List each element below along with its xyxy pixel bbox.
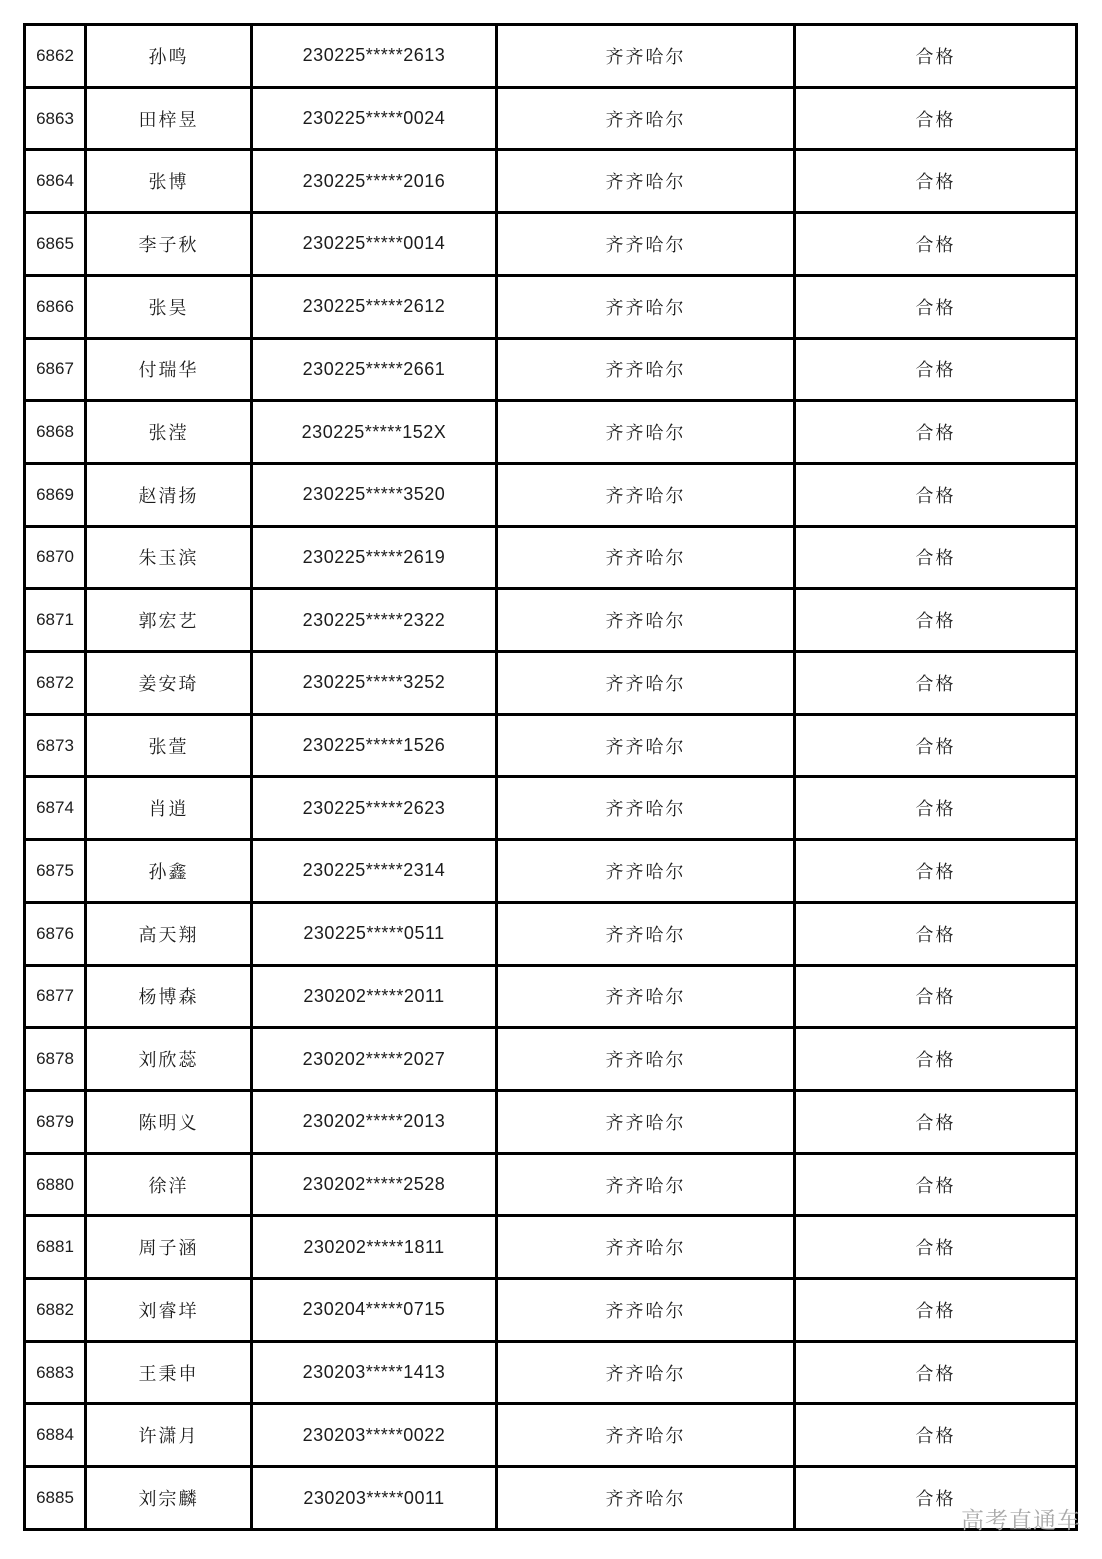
city-cell: 齐齐哈尔 [497,275,795,338]
serial-cell: 6881 [25,1216,86,1279]
city-cell: 齐齐哈尔 [497,1216,795,1279]
serial-cell: 6869 [25,463,86,526]
name-cell: 周子涵 [86,1216,252,1279]
table-row [25,526,1077,589]
table-row [25,777,1077,840]
status-cell: 合格 [795,463,1077,526]
city-cell: 齐齐哈尔 [497,652,795,715]
id-cell: 230203*****0022 [252,1404,497,1467]
city-cell: 齐齐哈尔 [497,1279,795,1342]
name-cell: 刘欣蕊 [86,1028,252,1091]
id-cell: 230225*****2016 [252,150,497,213]
table-row [25,589,1077,652]
id-cell: 230202*****1811 [252,1216,497,1279]
id-cell: 230225*****2322 [252,589,497,652]
name-cell: 姜安琦 [86,652,252,715]
table-row [25,87,1077,150]
table-row [25,714,1077,777]
status-cell: 合格 [795,840,1077,903]
name-cell: 王秉申 [86,1341,252,1404]
serial-cell: 6862 [25,25,86,88]
city-cell: 齐齐哈尔 [497,589,795,652]
serial-cell: 6871 [25,589,86,652]
serial-cell: 6872 [25,652,86,715]
name-cell: 高天翔 [86,902,252,965]
name-cell: 郭宏艺 [86,589,252,652]
name-cell: 朱玉滨 [86,526,252,589]
serial-cell: 6882 [25,1279,86,1342]
id-cell: 230202*****2027 [252,1028,497,1091]
name-cell: 徐洋 [86,1153,252,1216]
table-row [25,25,1077,88]
id-cell: 230225*****152X [252,401,497,464]
city-cell: 齐齐哈尔 [497,463,795,526]
id-cell: 230203*****0011 [252,1467,497,1530]
city-cell: 齐齐哈尔 [497,902,795,965]
serial-cell: 6866 [25,275,86,338]
table-row [25,463,1077,526]
status-cell: 合格 [795,338,1077,401]
status-cell: 合格 [795,526,1077,589]
name-cell: 张昊 [86,275,252,338]
id-cell: 230225*****2619 [252,526,497,589]
id-cell: 230203*****1413 [252,1341,497,1404]
status-cell: 合格 [795,777,1077,840]
city-cell: 齐齐哈尔 [497,1090,795,1153]
name-cell: 张萱 [86,714,252,777]
id-cell: 230202*****2011 [252,965,497,1028]
name-cell: 刘睿垟 [86,1279,252,1342]
table-row [25,1090,1077,1153]
name-cell: 张博 [86,150,252,213]
table-row [25,652,1077,715]
table-row [25,275,1077,338]
city-cell: 齐齐哈尔 [497,714,795,777]
name-cell: 田梓昱 [86,87,252,150]
city-cell: 齐齐哈尔 [497,1404,795,1467]
city-cell: 齐齐哈尔 [497,965,795,1028]
status-cell: 合格 [795,401,1077,464]
serial-cell: 6875 [25,840,86,903]
serial-cell: 6873 [25,714,86,777]
status-cell: 合格 [795,1153,1077,1216]
name-cell: 杨博森 [86,965,252,1028]
status-cell: 合格 [795,150,1077,213]
watermark-gaokao-zhitongche: 高考直通车 [961,1508,1081,1533]
serial-cell: 6864 [25,150,86,213]
table-row [25,338,1077,401]
status-cell: 合格 [795,87,1077,150]
qualification-table-body [25,25,1077,1530]
table-row [25,1153,1077,1216]
qualification-table [23,23,1078,1531]
status-cell: 合格 [795,25,1077,88]
name-cell: 赵清扬 [86,463,252,526]
id-cell: 230225*****0511 [252,902,497,965]
status-cell: 合格 [795,1341,1077,1404]
city-cell: 齐齐哈尔 [497,526,795,589]
id-cell: 230225*****1526 [252,714,497,777]
serial-cell: 6880 [25,1153,86,1216]
id-cell: 230225*****3520 [252,463,497,526]
table-row [25,902,1077,965]
status-cell: 合格 [795,1467,1077,1530]
city-cell: 齐齐哈尔 [497,338,795,401]
id-cell: 230225*****0014 [252,213,497,276]
name-cell: 刘宗麟 [86,1467,252,1530]
status-cell: 合格 [795,965,1077,1028]
city-cell: 齐齐哈尔 [497,401,795,464]
name-cell: 肖逍 [86,777,252,840]
serial-cell: 6865 [25,213,86,276]
serial-cell: 6885 [25,1467,86,1530]
status-cell: 合格 [795,275,1077,338]
name-cell: 陈明义 [86,1090,252,1153]
status-cell: 合格 [795,714,1077,777]
serial-cell: 6874 [25,777,86,840]
status-cell: 合格 [795,1090,1077,1153]
id-cell: 230225*****0024 [252,87,497,150]
id-cell: 230225*****2613 [252,25,497,88]
city-cell: 齐齐哈尔 [497,1341,795,1404]
id-cell: 230225*****2623 [252,777,497,840]
city-cell: 齐齐哈尔 [497,840,795,903]
serial-cell: 6877 [25,965,86,1028]
name-cell: 许潇月 [86,1404,252,1467]
table-row [25,1279,1077,1342]
id-cell: 230225*****2314 [252,840,497,903]
serial-cell: 6879 [25,1090,86,1153]
serial-cell: 6870 [25,526,86,589]
table-row [25,1404,1077,1467]
name-cell: 李子秋 [86,213,252,276]
city-cell: 齐齐哈尔 [497,25,795,88]
status-cell: 合格 [795,1404,1077,1467]
serial-cell: 6868 [25,401,86,464]
name-cell: 孙鑫 [86,840,252,903]
city-cell: 齐齐哈尔 [497,1153,795,1216]
serial-cell: 6876 [25,902,86,965]
id-cell: 230225*****2612 [252,275,497,338]
table-row [25,1216,1077,1279]
city-cell: 齐齐哈尔 [497,777,795,840]
status-cell: 合格 [795,589,1077,652]
id-cell: 230202*****2528 [252,1153,497,1216]
status-cell: 合格 [795,1216,1077,1279]
name-cell: 张滢 [86,401,252,464]
serial-cell: 6884 [25,1404,86,1467]
serial-cell: 6878 [25,1028,86,1091]
id-cell: 230202*****2013 [252,1090,497,1153]
table-row [25,150,1077,213]
city-cell: 齐齐哈尔 [497,1028,795,1091]
qualification-table-wrap [23,23,1075,1531]
table-row [25,965,1077,1028]
table-row [25,1341,1077,1404]
status-cell: 合格 [795,652,1077,715]
serial-cell: 6867 [25,338,86,401]
id-cell: 230204*****0715 [252,1279,497,1342]
table-row [25,401,1077,464]
name-cell: 付瑞华 [86,338,252,401]
status-cell: 合格 [795,1028,1077,1091]
status-cell: 合格 [795,1279,1077,1342]
id-cell: 230225*****3252 [252,652,497,715]
table-row [25,840,1077,903]
table-row [25,1467,1077,1530]
status-cell: 合格 [795,902,1077,965]
serial-cell: 6883 [25,1341,86,1404]
table-row [25,1028,1077,1091]
table-row [25,213,1077,276]
city-cell: 齐齐哈尔 [497,150,795,213]
id-cell: 230225*****2661 [252,338,497,401]
city-cell: 齐齐哈尔 [497,1467,795,1530]
name-cell: 孙鸣 [86,25,252,88]
serial-cell: 6863 [25,87,86,150]
city-cell: 齐齐哈尔 [497,87,795,150]
city-cell: 齐齐哈尔 [497,213,795,276]
status-cell: 合格 [795,213,1077,276]
